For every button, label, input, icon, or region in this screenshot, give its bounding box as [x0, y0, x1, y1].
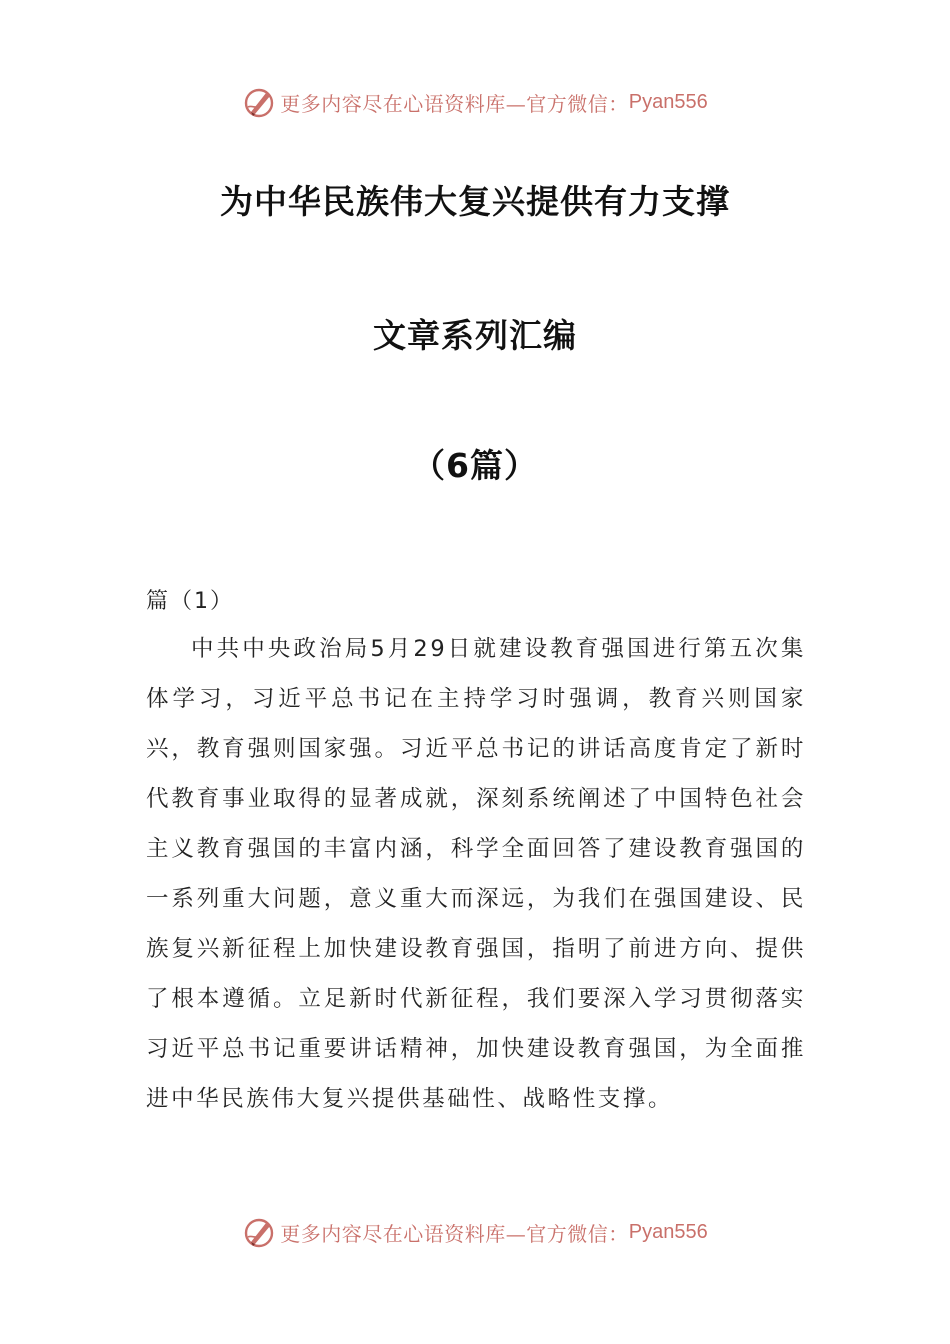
pen-in-circle-icon	[242, 1215, 276, 1249]
document-subtitle: 文章系列汇编	[373, 316, 577, 355]
watermark-footer	[0, 1212, 950, 1252]
document-title: 为中华民族伟大复兴提供有力支撑	[220, 182, 730, 221]
section-label: 篇（1）	[146, 589, 234, 614]
pen-in-circle-icon	[242, 85, 276, 119]
watermark-text: 更多内容尽在心语资料库—官方微信：	[280, 91, 629, 116]
watermark-header	[0, 82, 950, 122]
body-paragraph: 中共中央政治局5月29日就建设教育强国进行第五次集体学习，习近平总书记在主持学习时强调，教育兴则国家兴，教育强则国家强。习近平总书记的讲话高度肯定了新时代教育事业取得的显著成就，深刻系统阐述了中国特色社会主义教育强国的丰富内涵，科学全面回答了建设教育强国的一系列重大问题，意义重大而深远，为我们在强国建设、民族复兴新征程上加快建设教育强国，指明了前进方向、提供了根本遵循。立足新时代新征程，我们要深入学习贯彻落实习近平总书记重要讲话精神，加快建设教育强国，为全面推进中华民族伟大复兴提供基础性、战略性支撑。	[146, 636, 806, 1112]
document-count: （6篇）	[412, 446, 538, 485]
watermark-text: 更多内容尽在心语资料库—官方微信：	[280, 1221, 629, 1246]
watermark-handle: Pyan556	[628, 90, 708, 113]
watermark-handle: Pyan556	[628, 1220, 708, 1243]
